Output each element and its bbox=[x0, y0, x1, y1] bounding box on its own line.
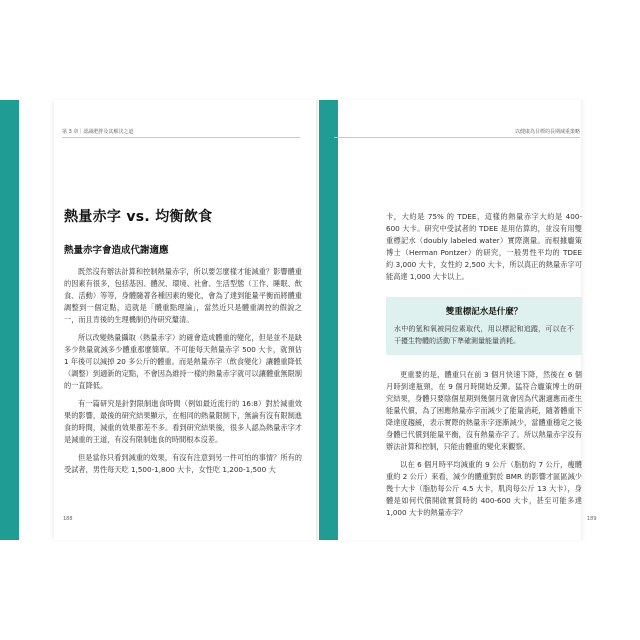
left-header-rule bbox=[62, 137, 300, 138]
body-paragraph: 以在 6 個月時平均減重的 9 公斤（脂肪約 7 公斤，瘦體重約 2 公斤）來看，減少的體重對於 BMR 的影響才區區減少幾十大卡（脂肪每公斤 4.5 大卡，肌肉每公斤 13 大卡），身體是如何代償開啟實質時的 400-600 大卡，甚至可能多達 1,000 大卡的熱量赤字？ bbox=[386, 460, 582, 517]
body-paragraph: 卡，大約是 75% 的 TDEE，這樣的熱量赤字大約是 400-600 大卡。研究中受試者的 TDEE 是用估算的，並沒有用雙重標記水（doubly labeled water）實際測量。而根據龐策博士（Herman Pontzer）的研究，一般男性平均的 TDEE 約 3,000 大卡，女性約 2,500 大卡，所以真正的熱量赤字可能高達 1,000 大卡以上。 bbox=[386, 212, 582, 281]
right-edge-tab bbox=[319, 100, 338, 540]
body-paragraph: 但是當你只看到減重的效果，有沒有注意到另一件可怕的事情？所有的受試者，男性每天吃 1,500-1,800 大卡，女性吃 1,200-1,500 大 bbox=[64, 453, 302, 474]
left-text-column bbox=[64, 206, 302, 482]
section-title: 熱量赤字會造成代謝適應 bbox=[64, 245, 169, 256]
right-text-column bbox=[386, 211, 582, 525]
right-page-number: 189 bbox=[587, 516, 597, 522]
left-page-number: 188 bbox=[63, 516, 73, 522]
callout-box bbox=[386, 297, 582, 355]
callout-title: 雙重標記水是什麼？ bbox=[445, 307, 523, 317]
left-running-head: 第 3 章｜認識肥胖及其解決之道 bbox=[62, 129, 134, 135]
body-paragraph: 既然沒有辦法計算和控制熱量赤字，所以要怎麼樣才能減重？影響體重的因素有很多，包括基因、體況、環境、社會、生活型態（工作、睡眠、飲食、活動）等等，身體隨著各種因素的變化，會為了達到能量平衡而將體重調整到一個定點，這就是「體重點理論」，當然近只是體重調控的假說之一，而且肯後的生理機制仍待研究釐清。 bbox=[64, 267, 302, 324]
right-header-rule bbox=[334, 137, 580, 138]
body-paragraph: 所以改變熱量攝取（熱量赤字）的確會造成體重的變化，但是並不是缺多少熱量就減多少體重那麼簡單。不可能每天熱量赤字 500 大卡，就預估 1 年後可以減掉 20 多公斤的體重。而是熱量赤字（飲食變化）讓體重降低（調整）到適新的定點，不會因為維持一樣的熱量赤字就可以讓體重無限制的一直降低。 bbox=[64, 333, 302, 390]
chapter-title: 熱量赤字 vs. 均衡飲食 bbox=[64, 209, 213, 225]
right-running-head: 以健康為目標的長期減重策略 bbox=[514, 129, 580, 135]
left-edge-tab bbox=[0, 100, 19, 540]
body-paragraph: 有一篇研究是針對限制進食時間（例如最近流行的 16:8）對於減重效果的影響，最後的研究結果顯示，在相同的熱量限制下，無論有沒有限制進食的時間，減重的效果都差不多。看到研究結果後，很多人認為熱量赤字才是減重的王道，有沒有限制進食的時間根本沒差。 bbox=[64, 399, 302, 444]
callout-body: 水中的氫和氧被同位素取代，用以標記和追蹤，可以在不干擾生物體的活動下準確測量能量消耗。 bbox=[394, 325, 574, 345]
body-paragraph: 更重要的是，體重只在前 3 個月快速下降，然後在 6 個月時到達瓶頸，在 9 個月時開始反彈。猛符合龐策博士的研究結果，身體只要陰個星期到幾個月就會因為代謝適應而產生能量代償，為了困應熱量赤字而減少了能量消耗，隨著體重下降達度趨緩，表示實際的熱量赤字逐漸減少，當體重穩定之後身體已代償到能量平衡，沒有熱量赤字了。所以熱量赤字沒有辦法計算和控制，只能由體重的變化來觀察。 bbox=[386, 370, 582, 451]
